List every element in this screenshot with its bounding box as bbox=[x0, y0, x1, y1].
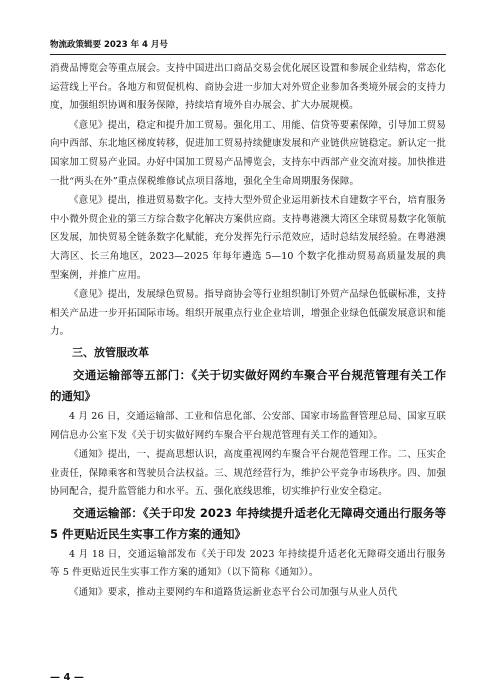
paragraph: 《意见》提出，推进贸易数字化。支持大型外贸企业运用新技术自建数字平台，培育服务中小微外贸企业的第三方综合数字化解决方案供应商。支持粤港澳大湾区全球贸易数字化领航区发展，加快贸易全链条数字化赋能，充分发挥先行示范效应，适时总结发展经验。在粤港澳大湾区、长三角地区，2023—2025 年每年遴选 5—10 个数字化推动贸易高质量发展的典型案例，并推广应用。 bbox=[50, 195, 446, 281]
paragraph: 4 月 18 日，交通运输部发布《关于印发 2023 年持续提升适老化无障碍交通出行服务等 5 件更贴近民生实事工作方案的通知》（以下简称《通知》）。 bbox=[50, 548, 446, 579]
document-body bbox=[50, 60, 446, 603]
paragraph: 《意见》提出，稳定和提升加工贸易。强化用工、用能、信贷等要素保障，引导加工贸易向中西部、东北地区梯度转移，促进加工贸易持续健康发展和产业链供应链稳定。新认定一批国家加工贸易产业园。办好中国加工贸易产品博览会，支持东中西部产业交流对接。加快推进一批“两头在外”重点保税维修试点项目落地，强化全生命周期服务保障。 bbox=[50, 119, 446, 187]
paragraph: 4 月 26 日，交通运输部、工业和信息化部、公安部、国家市场监督管理总局、国家互联网信息办公室下发《关于切实做好网约车聚合平台规范管理有关工作的通知》。 bbox=[50, 410, 446, 441]
paragraph: 《意见》提出，发展绿色贸易。指导商协会等行业组织制订外贸产品绿色低碳标准，支持相关产品进一步开拓国际市场。组织开展重点行业企业培训，增强企业绿色低碳发展意识和能力。 bbox=[50, 289, 446, 338]
article-title: 交通运输部等五部门：《关于切实做好网约车聚合平台规范管理有关工作的通知》 bbox=[50, 367, 446, 403]
article-title: 交通运输部：《关于印发 2023 年持续提升适老化无障碍交通出行服务等 5 件更贴近民生实事工作方案的通知》 bbox=[50, 505, 446, 541]
paragraph: 《通知》提出，一、提高思想认识，高度重视网约车聚合平台规范管理工作。二、压实企业责任，保障乘客和驾驶员合法权益。三、规范经营行为，维护公平竞争市场秩序。四、加强协同配合，提升监管能力和水平。五、强化底线思维，切实维护行业安全稳定。 bbox=[50, 449, 446, 498]
paragraph: 《通知》要求，推动主要网约车和道路货运新业态平台公司加强与从业人员代 bbox=[69, 587, 398, 599]
running-header: 物流政策辑要 2023 年 4 月号 bbox=[50, 40, 168, 50]
section-heading: 三、放管服改革 bbox=[72, 345, 149, 359]
paragraph: 消费品博览会等重点展会。支持中国进出口商品交易会优化展区设置和参展企业结构，常态化运营线上平台。各地方和贸促机构、商协会进一步加大对外贸企业参加各类境外展会的支持力度，加强组织协调和服务保障，持续培育境外自办展会、扩大办展规模。 bbox=[50, 63, 446, 112]
page-number: — 4 — bbox=[50, 672, 84, 683]
header-rule bbox=[50, 54, 446, 55]
